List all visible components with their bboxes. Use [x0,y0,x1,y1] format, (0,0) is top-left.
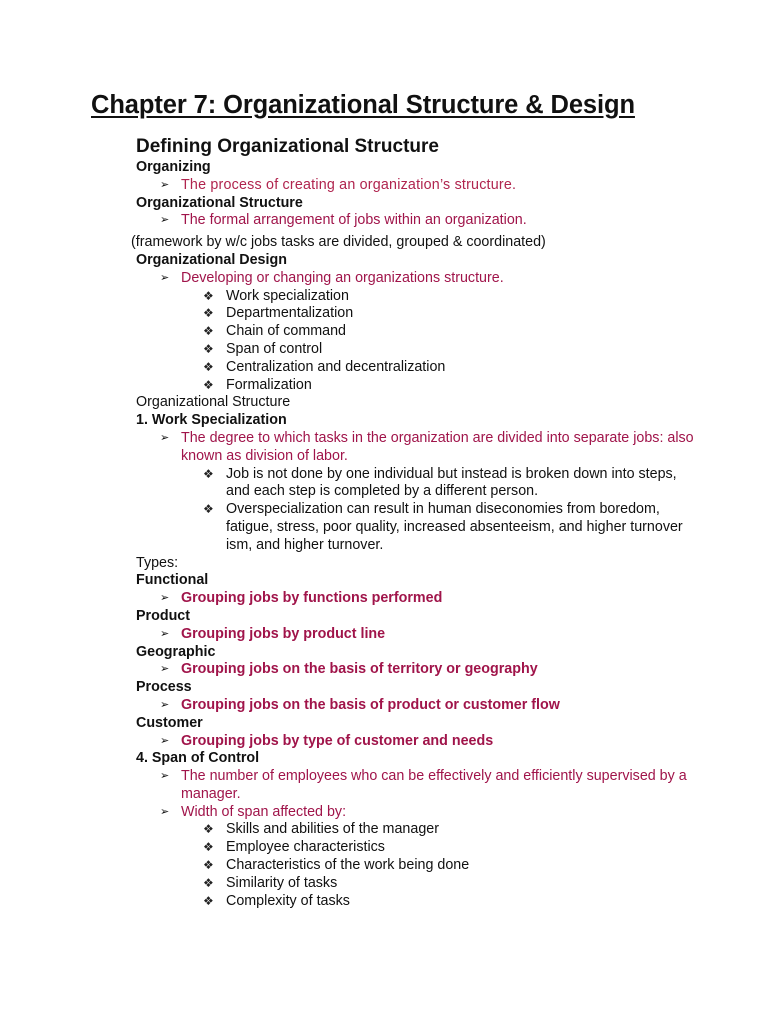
type-definition-functional: ➢ Grouping jobs by functions performed [160,590,443,607]
span-factor-item: ❖ Skills and abilities of the manager [203,821,439,838]
arrow-bullet-icon: ➢ [160,214,170,227]
diamond-bullet-icon: ❖ [203,324,214,339]
diamond-bullet-icon: ❖ [203,502,214,517]
type-definition-customer: ➢ Grouping jobs by type of customer and needs [160,732,494,749]
type-heading-process: Process [136,679,192,696]
work-specialization-point: ❖ Overspecialization can result in human diseconomies from boredom, fatigue, stress, poor quality, increased absenteeism, and higher turnover ism, and higher turnover. [203,501,683,553]
arrow-bullet-icon: ➢ [160,663,170,676]
type-definition-process: ➢ Grouping jobs on the basis of product or customer flow [160,696,560,713]
arrow-bullet-icon: ➢ [160,592,170,605]
diamond-bullet-icon: ❖ [203,822,214,837]
work-specialization-definition: ➢ The degree to which tasks in the organization are divided into separate jobs: also known as division of labor. [160,429,694,464]
span-of-control-definition: ➢ The number of employees who can be effectively and efficiently supervised by a manager. [160,768,687,802]
diamond-bullet-icon: ❖ [203,858,214,873]
org-structure-heading: Organizational Structure [136,194,303,211]
type-heading-functional: Functional [136,572,209,589]
design-element-item: ❖ Formalization [203,376,312,393]
span-factor-item: ❖ Similarity of tasks [203,874,338,891]
type-definition-product: ➢ Grouping jobs by product line [160,625,386,642]
org-design-heading: Organizational Design [136,251,287,268]
design-element-item: ❖ Chain of command [203,323,346,340]
types-label: Types: [136,554,179,571]
type-heading-product: Product [136,607,191,624]
arrow-bullet-icon: ➢ [160,178,170,191]
arrow-bullet-icon: ➢ [160,627,170,640]
diamond-bullet-icon: ❖ [203,288,214,303]
arrow-bullet-icon: ➢ [160,770,170,783]
diamond-bullet-icon: ❖ [203,875,214,890]
arrow-bullet-icon: ➢ [160,271,170,284]
organizing-heading: Organizing [136,159,211,175]
arrow-bullet-icon: ➢ [160,431,170,444]
diamond-bullet-icon: ❖ [203,341,214,356]
document-body [131,159,696,910]
design-element-item: ❖ Span of control [203,340,323,357]
design-element-item: ❖ Departmentalization [203,305,354,322]
diamond-bullet-icon: ❖ [203,359,214,374]
arrow-bullet-icon: ➢ [160,734,170,747]
org-design-definition: ➢ Developing or changing an organizations structure. [160,269,504,286]
type-definition-geographic: ➢ Grouping jobs on the basis of territory or geography [160,661,538,678]
type-heading-geographic: Geographic [136,643,216,660]
organizing-definition: ➢ The process of creating an organization’s structure. [160,176,517,193]
span-width-item: ➢ Width of span affected by: [160,803,347,820]
design-element-item: ❖ Centralization and decentralization [203,358,446,375]
diamond-bullet-icon: ❖ [203,377,214,392]
type-heading-customer: Customer [136,714,203,731]
framework-note: (framework by w/c jobs tasks are divided, grouped & coordinated) [131,234,546,251]
diamond-bullet-icon: ❖ [203,840,214,855]
work-specialization-heading: 1. Work Specialization [136,412,287,429]
span-factor-item: ❖ Complexity of tasks [203,892,350,909]
work-specialization-point: ❖ Job is not done by one individual but instead is broken down into steps, and each step is completed by a different person. [203,465,677,500]
design-element-item: ❖ Work specialization [203,287,349,304]
diamond-bullet-icon: ❖ [203,893,214,908]
org-structure-label: Organizational Structure [136,394,291,411]
span-of-control-heading: 4. Span of Control [136,750,260,767]
diamond-bullet-icon: ❖ [203,466,214,481]
arrow-bullet-icon: ➢ [160,698,170,711]
diamond-bullet-icon: ❖ [203,306,214,321]
chapter-title: Chapter 7: Organizational Structure & Design [91,91,635,119]
section-title: Defining Organizational Structure [136,136,439,157]
org-structure-definition: ➢ The formal arrangement of jobs within an organization. [160,212,527,229]
span-factor-item: ❖ Characteristics of the work being done [203,857,470,874]
span-factor-item: ❖ Employee characteristics [203,839,385,856]
arrow-bullet-icon: ➢ [160,805,170,818]
